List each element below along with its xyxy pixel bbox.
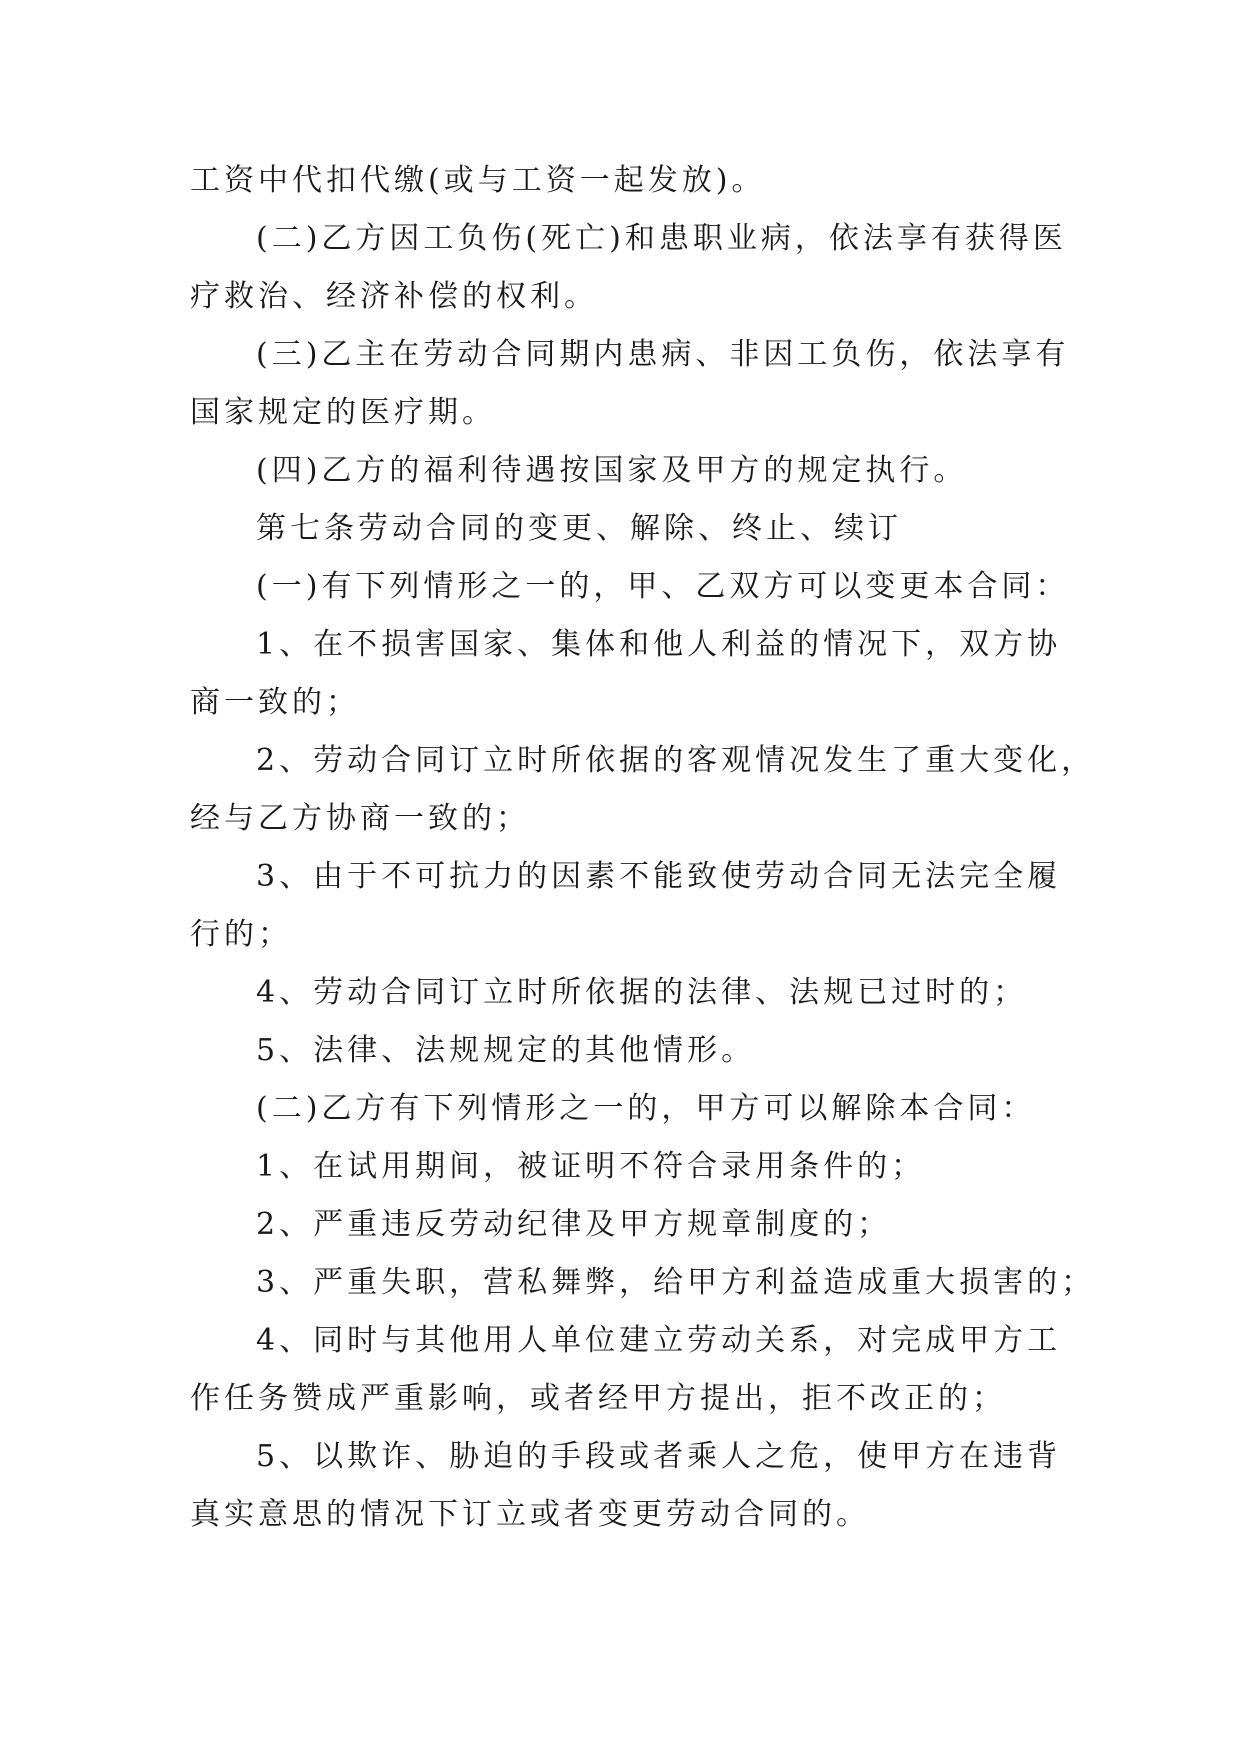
text-line: 4、劳动合同订立时所依据的法律、法规已过时的； — [256, 975, 1028, 1010]
text-line: (三)乙主在劳动合同期内患病、非因工负伤，依法享有 — [256, 337, 1070, 372]
text-line: (二)乙方因工负伤(死亡)和患职业病，依法享有获得医 — [256, 221, 1067, 256]
list-item — [190, 848, 1060, 964]
list-item — [190, 1138, 1060, 1196]
text-line: 1、在不损害国家、集体和他人利益的情况下，双方协 — [256, 627, 1062, 662]
list-item — [190, 1196, 1060, 1254]
text-line: 国家规定的医疗期。 — [190, 395, 496, 430]
text-line: 行的； — [190, 917, 292, 952]
text-line: 作任务赞成严重影响，或者经甲方提出，拒不改正的； — [190, 1381, 1006, 1416]
text-line: 5、法律、法规规定的其他情形。 — [256, 1033, 756, 1068]
paragraph — [190, 210, 1067, 326]
list-item — [190, 1312, 1060, 1428]
paragraph — [190, 1080, 1060, 1138]
text-line: 工资中代扣代缴(或与工资一起发放)。 — [190, 163, 766, 198]
text-line: (一)有下列情形之一的，甲、乙双方可以变更本合同： — [256, 569, 1070, 604]
list-item — [190, 616, 1060, 732]
list-item — [190, 1022, 1060, 1080]
text-line: 3、由于不可抗力的因素不能致使劳动合同无法完全履 — [256, 859, 1062, 894]
section-heading — [190, 500, 1060, 558]
list-item — [190, 964, 1060, 1022]
text-line: 真实意思的情况下订立或者变更劳动合同的。 — [190, 1497, 870, 1532]
text-line: 5、以欺诈、胁迫的手段或者乘人之危，使甲方在违背 — [256, 1439, 1062, 1474]
text-line: 第七条劳动合同的变更、解除、终止、续订 — [256, 511, 902, 546]
document-body — [190, 152, 1096, 1544]
paragraph — [190, 558, 1070, 616]
text-line: 疗救治、经济补偿的权利。 — [190, 279, 598, 314]
list-item — [190, 1428, 1060, 1544]
paragraph — [190, 152, 1060, 210]
text-line: 经与乙方协商一致的； — [190, 801, 530, 836]
text-line: 4、同时与其他用人单位建立劳动关系，对完成甲方工 — [256, 1323, 1062, 1358]
list-item — [190, 1254, 1096, 1312]
text-line: 3、严重失职，营私舞弊，给甲方利益造成重大损害的； — [256, 1265, 1096, 1300]
text-line: 2、严重违反劳动纪律及甲方规章制度的； — [256, 1207, 892, 1242]
paragraph — [190, 442, 1060, 500]
paragraph — [190, 326, 1070, 442]
text-line: 1、在试用期间，被证明不符合录用条件的； — [256, 1149, 926, 1184]
text-line: (二)乙方有下列情形之一的，甲方可以解除本合同： — [256, 1091, 1036, 1126]
text-line: 商一致的； — [190, 685, 360, 720]
text-line: 2、劳动合同订立时所依据的客观情况发生了重大变化， — [256, 743, 1096, 778]
list-item — [190, 732, 1096, 848]
text-line: (四)乙方的福利待遇按国家及甲方的规定执行。 — [256, 453, 968, 488]
